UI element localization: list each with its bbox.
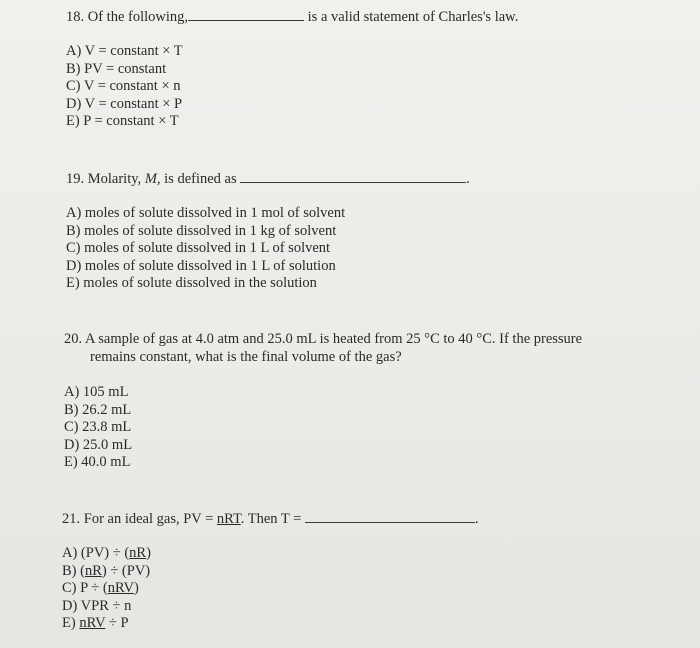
choice-a-post: ): [146, 545, 151, 561]
question-20: [64, 330, 582, 472]
question-18-choices: [66, 43, 518, 131]
choice-e: E) 40.0 mL: [64, 454, 131, 470]
answer-blank: [305, 510, 475, 523]
answer-blank: [240, 170, 466, 183]
choice-e: E) moles of solute dissolved in the solution: [66, 275, 317, 291]
question-18-number: 18.: [66, 9, 85, 25]
question-21-stem-before: For an ideal gas, PV =: [83, 511, 214, 527]
question-20-stem: [64, 330, 582, 348]
choice-d-pre: D) VPR ÷ n: [62, 597, 132, 614]
question-18-stem-after: is a valid statement of Charles's law.: [307, 9, 519, 25]
choice-e-underlined: nRV: [79, 615, 106, 631]
question-21-stem-end: .: [474, 511, 479, 527]
molarity-symbol: M,: [144, 171, 161, 187]
question-21-number: 21.: [62, 511, 81, 527]
choice-a-underlined: nR: [129, 545, 147, 561]
choice-c: [62, 580, 479, 598]
question-20-choices: [64, 384, 582, 472]
choice-a: [62, 545, 479, 563]
choice-c-underlined: nRV: [107, 580, 134, 596]
question-21-choices: [62, 545, 479, 633]
question-21-nrt: nRT: [216, 511, 241, 527]
choice-d: D) 25.0 mL: [64, 436, 133, 453]
question-19-number: 19.: [66, 171, 85, 187]
choice-a: A) moles of solute dissolved in 1 mol of solvent: [66, 205, 346, 221]
choice-b: [62, 563, 479, 581]
choice-b: B) 26.2 mL: [64, 401, 132, 418]
question-18-stem: [66, 8, 518, 26]
question-19-stem: [66, 170, 470, 188]
question-19-choices: [66, 205, 470, 293]
choice-b-pre: B) (: [62, 562, 85, 579]
choice-c: C) V = constant × n: [66, 78, 181, 94]
choice-c: C) moles of solute dissolved in 1 L of solvent: [66, 240, 331, 256]
question-20-stem-line1: A sample of gas at 4.0 atm and 25.0 mL is heated from 25 °C to 40 °C. If the pressure: [84, 331, 583, 347]
choice-c-pre: C) P ÷ (: [62, 580, 108, 596]
question-19-stem-before: Molarity,: [87, 171, 142, 187]
question-18-stem-before: Of the following,: [87, 9, 189, 25]
choice-d: [62, 598, 479, 616]
question-20-stem-line2: remains constant, what is the final volume of the gas?: [90, 349, 402, 365]
question-20-number: 20.: [64, 331, 83, 347]
question-19-stem-middle: is defined as: [164, 171, 237, 187]
choice-b-underlined: nR: [84, 562, 102, 579]
choice-b-post: ) ÷ (PV): [101, 562, 151, 579]
choice-c: C) 23.8 mL: [64, 419, 132, 435]
choice-a: A) 105 mL: [64, 384, 129, 400]
question-18: [66, 8, 518, 131]
question-21: [62, 510, 479, 633]
question-19: [66, 170, 470, 293]
question-21-stem: [62, 510, 479, 528]
choice-b: B) moles of solute dissolved in 1 kg of solvent: [66, 222, 337, 239]
answer-blank: [188, 8, 304, 21]
choice-a-pre: A) (PV) ÷ (: [62, 545, 130, 561]
question-21-stem-after: . Then T =: [240, 511, 302, 527]
choice-a: A) V = constant × T: [66, 43, 183, 59]
choice-e-pre: E): [62, 615, 80, 631]
choice-b: B) PV = constant: [66, 60, 167, 77]
choice-d: D) moles of solute dissolved in 1 L of solution: [66, 257, 336, 274]
choice-c-post: ): [133, 580, 139, 596]
question-19-stem-end: .: [466, 171, 470, 187]
choice-e-post: ÷ P: [105, 615, 129, 631]
choice-e: [62, 615, 479, 633]
choice-e: E) P = constant × T: [66, 113, 179, 129]
choice-d: D) V = constant × P: [66, 95, 183, 112]
